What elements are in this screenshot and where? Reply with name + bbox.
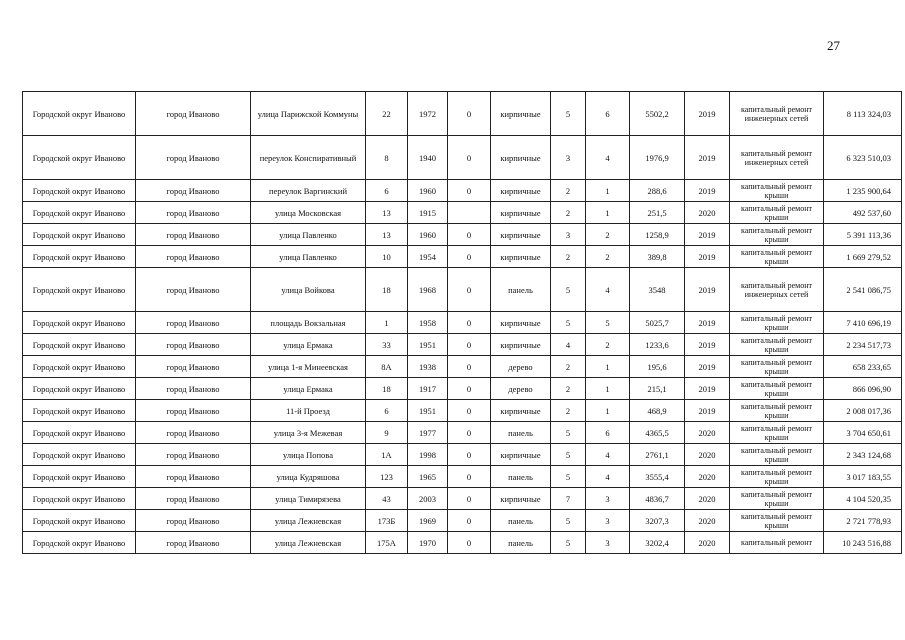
wall-material-cell: панель (491, 268, 551, 312)
year-built-cell: 1938 (408, 356, 448, 378)
work-type-cell: капитальный ремонт крыши (730, 510, 824, 532)
table-row (23, 444, 902, 466)
entrances-cell: 1 (586, 180, 630, 202)
municipality-cell: Городской округ Иваново (23, 268, 136, 312)
entrances-cell: 2 (586, 224, 630, 246)
entrances-cell: 6 (586, 92, 630, 136)
work-type-cell: капитальный ремонт инженерных сетей (730, 136, 824, 180)
total-area-cell: 4365,5 (630, 422, 685, 444)
wall-material-cell: кирпичные (491, 180, 551, 202)
repair-cost-cell: 7 410 696,19 (824, 312, 902, 334)
entrances-cell: 1 (586, 356, 630, 378)
year-built-cell: 1970 (408, 532, 448, 554)
repair-year-cell: 2020 (685, 488, 730, 510)
repair-year-cell: 2019 (685, 334, 730, 356)
house-number-cell: 13 (366, 202, 408, 224)
total-area-cell: 288,6 (630, 180, 685, 202)
floors-cell: 5 (551, 422, 586, 444)
settlement-cell: город Иваново (136, 378, 251, 400)
settlement-cell: город Иваново (136, 92, 251, 136)
wall-material-cell: панель (491, 532, 551, 554)
floors-cell: 2 (551, 356, 586, 378)
municipality-cell: Городской округ Иваново (23, 510, 136, 532)
wall-material-cell: кирпичные (491, 246, 551, 268)
settlement-cell: город Иваново (136, 356, 251, 378)
municipality-cell: Городской округ Иваново (23, 488, 136, 510)
total-area-cell: 215,1 (630, 378, 685, 400)
municipality-cell: Городской округ Иваново (23, 92, 136, 136)
year-built-cell: 1998 (408, 444, 448, 466)
street-cell: улица 1-я Минеевская (251, 356, 366, 378)
repair-cost-cell: 2 008 017,36 (824, 400, 902, 422)
entrances-cell: 3 (586, 510, 630, 532)
year-built-cell: 1972 (408, 92, 448, 136)
settlement-cell: город Иваново (136, 180, 251, 202)
wall-material-cell: панель (491, 510, 551, 532)
house-number-cell: 175А (366, 532, 408, 554)
repair-cost-cell: 492 537,60 (824, 202, 902, 224)
year-built-cell: 1965 (408, 466, 448, 488)
street-cell: улица 3-я Межевая (251, 422, 366, 444)
wall-material-cell: дерево (491, 378, 551, 400)
wall-material-cell: кирпичные (491, 312, 551, 334)
municipality-cell: Городской округ Иваново (23, 180, 136, 202)
year-reconstructed-cell: 0 (448, 356, 491, 378)
street-cell: переулок Конспиративный (251, 136, 366, 180)
page-number: 27 (827, 38, 840, 53)
year-built-cell: 1969 (408, 510, 448, 532)
year-built-cell: 1977 (408, 422, 448, 444)
year-reconstructed-cell: 0 (448, 180, 491, 202)
wall-material-cell: кирпичные (491, 444, 551, 466)
total-area-cell: 3202,4 (630, 532, 685, 554)
floors-cell: 2 (551, 378, 586, 400)
work-type-cell: капитальный ремонт крыши (730, 202, 824, 224)
entrances-cell: 1 (586, 202, 630, 224)
municipality-cell: Городской округ Иваново (23, 356, 136, 378)
municipality-cell: Городской округ Иваново (23, 202, 136, 224)
repair-cost-cell: 658 233,65 (824, 356, 902, 378)
settlement-cell: город Иваново (136, 224, 251, 246)
work-type-cell: капитальный ремонт крыши (730, 224, 824, 246)
settlement-cell: город Иваново (136, 202, 251, 224)
house-number-cell: 8 (366, 136, 408, 180)
wall-material-cell: кирпичные (491, 92, 551, 136)
repair-year-cell: 2019 (685, 400, 730, 422)
floors-cell: 5 (551, 444, 586, 466)
work-type-cell: капитальный ремонт (730, 532, 824, 554)
table-row (23, 202, 902, 224)
street-cell: улица Лежневская (251, 532, 366, 554)
table-row (23, 312, 902, 334)
floors-cell: 7 (551, 488, 586, 510)
work-type-cell: капитальный ремонт крыши (730, 488, 824, 510)
wall-material-cell: кирпичные (491, 400, 551, 422)
house-number-cell: 10 (366, 246, 408, 268)
entrances-cell: 4 (586, 136, 630, 180)
repair-year-cell: 2019 (685, 92, 730, 136)
municipality-cell: Городской округ Иваново (23, 312, 136, 334)
year-reconstructed-cell: 0 (448, 488, 491, 510)
total-area-cell: 3548 (630, 268, 685, 312)
house-number-cell: 9 (366, 422, 408, 444)
work-type-cell: капитальный ремонт крыши (730, 422, 824, 444)
floors-cell: 5 (551, 466, 586, 488)
table-row (23, 334, 902, 356)
table-row (23, 466, 902, 488)
street-cell: улица Тимирязева (251, 488, 366, 510)
repair-year-cell: 2019 (685, 246, 730, 268)
street-cell: площадь Вокзальная (251, 312, 366, 334)
wall-material-cell: кирпичные (491, 488, 551, 510)
year-built-cell: 1917 (408, 378, 448, 400)
table-row (23, 224, 902, 246)
year-built-cell: 1960 (408, 224, 448, 246)
settlement-cell: город Иваново (136, 510, 251, 532)
wall-material-cell: дерево (491, 356, 551, 378)
year-reconstructed-cell: 0 (448, 92, 491, 136)
municipality-cell: Городской округ Иваново (23, 422, 136, 444)
house-number-cell: 173Б (366, 510, 408, 532)
house-number-cell: 123 (366, 466, 408, 488)
municipality-cell: Городской округ Иваново (23, 400, 136, 422)
table-row (23, 268, 902, 312)
year-reconstructed-cell: 0 (448, 510, 491, 532)
house-number-cell: 43 (366, 488, 408, 510)
entrances-cell: 2 (586, 334, 630, 356)
floors-cell: 2 (551, 180, 586, 202)
year-built-cell: 1954 (408, 246, 448, 268)
settlement-cell: город Иваново (136, 400, 251, 422)
entrances-cell: 1 (586, 378, 630, 400)
repair-year-cell: 2019 (685, 136, 730, 180)
total-area-cell: 1233,6 (630, 334, 685, 356)
street-cell: улица Парижской Коммуны (251, 92, 366, 136)
repair-year-cell: 2019 (685, 268, 730, 312)
settlement-cell: город Иваново (136, 488, 251, 510)
year-reconstructed-cell (448, 202, 491, 224)
wall-material-cell: кирпичные (491, 136, 551, 180)
floors-cell: 5 (551, 532, 586, 554)
year-reconstructed-cell: 0 (448, 334, 491, 356)
repair-year-cell: 2020 (685, 532, 730, 554)
repair-cost-cell: 4 104 520,35 (824, 488, 902, 510)
work-type-cell: капитальный ремонт крыши (730, 444, 824, 466)
settlement-cell: город Иваново (136, 466, 251, 488)
total-area-cell: 3555,4 (630, 466, 685, 488)
repair-cost-cell: 6 323 510,03 (824, 136, 902, 180)
total-area-cell: 4836,7 (630, 488, 685, 510)
total-area-cell: 5502,2 (630, 92, 685, 136)
floors-cell: 5 (551, 510, 586, 532)
entrances-cell: 1 (586, 400, 630, 422)
repair-cost-cell: 2 721 778,93 (824, 510, 902, 532)
street-cell: улица Павленко (251, 224, 366, 246)
house-number-cell: 6 (366, 400, 408, 422)
floors-cell: 4 (551, 334, 586, 356)
year-built-cell: 1958 (408, 312, 448, 334)
repair-cost-cell: 2 343 124,68 (824, 444, 902, 466)
total-area-cell: 468,9 (630, 400, 685, 422)
work-type-cell: капитальный ремонт крыши (730, 312, 824, 334)
year-reconstructed-cell: 0 (448, 136, 491, 180)
entrances-cell: 4 (586, 268, 630, 312)
wall-material-cell: панель (491, 466, 551, 488)
house-number-cell: 33 (366, 334, 408, 356)
municipality-cell: Городской округ Иваново (23, 246, 136, 268)
year-built-cell: 1951 (408, 400, 448, 422)
repair-year-cell: 2019 (685, 378, 730, 400)
year-built-cell: 1915 (408, 202, 448, 224)
repair-cost-cell: 3 704 650,61 (824, 422, 902, 444)
year-built-cell: 1951 (408, 334, 448, 356)
entrances-cell: 3 (586, 488, 630, 510)
house-number-cell: 1А (366, 444, 408, 466)
year-reconstructed-cell: 0 (448, 268, 491, 312)
table-row (23, 488, 902, 510)
street-cell: улица Войкова (251, 268, 366, 312)
table-row (23, 532, 902, 554)
work-type-cell: капитальный ремонт инженерных сетей (730, 268, 824, 312)
house-number-cell: 8А (366, 356, 408, 378)
street-cell: улица Попова (251, 444, 366, 466)
repair-cost-cell: 866 096,90 (824, 378, 902, 400)
floors-cell: 5 (551, 268, 586, 312)
settlement-cell: город Иваново (136, 312, 251, 334)
table-row (23, 356, 902, 378)
repair-year-cell: 2019 (685, 312, 730, 334)
floors-cell: 5 (551, 312, 586, 334)
total-area-cell: 5025,7 (630, 312, 685, 334)
total-area-cell: 2761,1 (630, 444, 685, 466)
table-row (23, 400, 902, 422)
entrances-cell: 6 (586, 422, 630, 444)
floors-cell: 3 (551, 136, 586, 180)
floors-cell: 2 (551, 202, 586, 224)
repair-cost-cell: 3 017 183,55 (824, 466, 902, 488)
repair-cost-cell: 2 541 086,75 (824, 268, 902, 312)
settlement-cell: город Иваново (136, 532, 251, 554)
entrances-cell: 4 (586, 444, 630, 466)
municipality-cell: Городской округ Иваново (23, 466, 136, 488)
settlement-cell: город Иваново (136, 422, 251, 444)
repair-cost-cell: 2 234 517,73 (824, 334, 902, 356)
floors-cell: 2 (551, 400, 586, 422)
house-number-cell: 18 (366, 378, 408, 400)
wall-material-cell: кирпичные (491, 334, 551, 356)
entrances-cell: 4 (586, 466, 630, 488)
entrances-cell: 2 (586, 246, 630, 268)
year-reconstructed-cell: 0 (448, 532, 491, 554)
work-type-cell: капитальный ремонт крыши (730, 466, 824, 488)
total-area-cell: 251,5 (630, 202, 685, 224)
street-cell: улица Ермака (251, 334, 366, 356)
floors-cell: 5 (551, 92, 586, 136)
year-built-cell: 1968 (408, 268, 448, 312)
municipality-cell: Городской округ Иваново (23, 378, 136, 400)
repair-cost-cell: 1 235 900,64 (824, 180, 902, 202)
total-area-cell: 389,8 (630, 246, 685, 268)
year-built-cell: 2003 (408, 488, 448, 510)
year-reconstructed-cell: 0 (448, 246, 491, 268)
repair-year-cell: 2020 (685, 444, 730, 466)
house-number-cell: 18 (366, 268, 408, 312)
table-row (23, 246, 902, 268)
settlement-cell: город Иваново (136, 444, 251, 466)
repair-year-cell: 2020 (685, 466, 730, 488)
housing-repair-table (22, 91, 902, 554)
year-reconstructed-cell: 0 (448, 312, 491, 334)
repair-cost-cell: 10 243 516,88 (824, 532, 902, 554)
municipality-cell: Городской округ Иваново (23, 444, 136, 466)
settlement-cell: город Иваново (136, 268, 251, 312)
repair-year-cell: 2020 (685, 202, 730, 224)
street-cell: 11-й Проезд (251, 400, 366, 422)
street-cell: переулок Варгинский (251, 180, 366, 202)
house-number-cell: 22 (366, 92, 408, 136)
work-type-cell: капитальный ремонт инженерных сетей (730, 92, 824, 136)
year-reconstructed-cell: 0 (448, 444, 491, 466)
entrances-cell: 3 (586, 532, 630, 554)
year-reconstructed-cell: 0 (448, 466, 491, 488)
total-area-cell: 1258,9 (630, 224, 685, 246)
total-area-cell: 1976,9 (630, 136, 685, 180)
table-row (23, 422, 902, 444)
street-cell: улица Кудряшова (251, 466, 366, 488)
repair-cost-cell: 8 113 324,03 (824, 92, 902, 136)
year-reconstructed-cell: 0 (448, 378, 491, 400)
repair-year-cell: 2019 (685, 224, 730, 246)
year-reconstructed-cell: 0 (448, 400, 491, 422)
total-area-cell: 195,6 (630, 356, 685, 378)
wall-material-cell: кирпичные (491, 224, 551, 246)
repair-year-cell: 2019 (685, 356, 730, 378)
table-row (23, 92, 902, 136)
work-type-cell: капитальный ремонт крыши (730, 378, 824, 400)
repair-year-cell: 2019 (685, 180, 730, 202)
repair-cost-cell: 1 669 279,52 (824, 246, 902, 268)
house-number-cell: 1 (366, 312, 408, 334)
settlement-cell: город Иваново (136, 246, 251, 268)
street-cell: улица Ермака (251, 378, 366, 400)
wall-material-cell: кирпичные (491, 202, 551, 224)
street-cell: улица Павленко (251, 246, 366, 268)
floors-cell: 3 (551, 224, 586, 246)
street-cell: улица Лежневская (251, 510, 366, 532)
work-type-cell: капитальный ремонт крыши (730, 356, 824, 378)
entrances-cell: 5 (586, 312, 630, 334)
total-area-cell: 3207,3 (630, 510, 685, 532)
work-type-cell: капитальный ремонт крыши (730, 246, 824, 268)
settlement-cell: город Иваново (136, 334, 251, 356)
house-number-cell: 6 (366, 180, 408, 202)
table-row (23, 378, 902, 400)
settlement-cell: город Иваново (136, 136, 251, 180)
house-number-cell: 13 (366, 224, 408, 246)
work-type-cell: капитальный ремонт крыши (730, 400, 824, 422)
year-reconstructed-cell: 0 (448, 422, 491, 444)
floors-cell: 2 (551, 246, 586, 268)
municipality-cell: Городской округ Иваново (23, 224, 136, 246)
year-built-cell: 1940 (408, 136, 448, 180)
street-cell: улица Московская (251, 202, 366, 224)
table-row (23, 136, 902, 180)
work-type-cell: капитальный ремонт крыши (730, 180, 824, 202)
table-row (23, 180, 902, 202)
municipality-cell: Городской округ Иваново (23, 532, 136, 554)
year-built-cell: 1960 (408, 180, 448, 202)
municipality-cell: Городской округ Иваново (23, 136, 136, 180)
repair-year-cell: 2020 (685, 510, 730, 532)
repair-year-cell: 2020 (685, 422, 730, 444)
year-reconstructed-cell: 0 (448, 224, 491, 246)
table-row (23, 510, 902, 532)
municipality-cell: Городской округ Иваново (23, 334, 136, 356)
work-type-cell: капитальный ремонт крыши (730, 334, 824, 356)
repair-cost-cell: 5 391 113,36 (824, 224, 902, 246)
wall-material-cell: панель (491, 422, 551, 444)
